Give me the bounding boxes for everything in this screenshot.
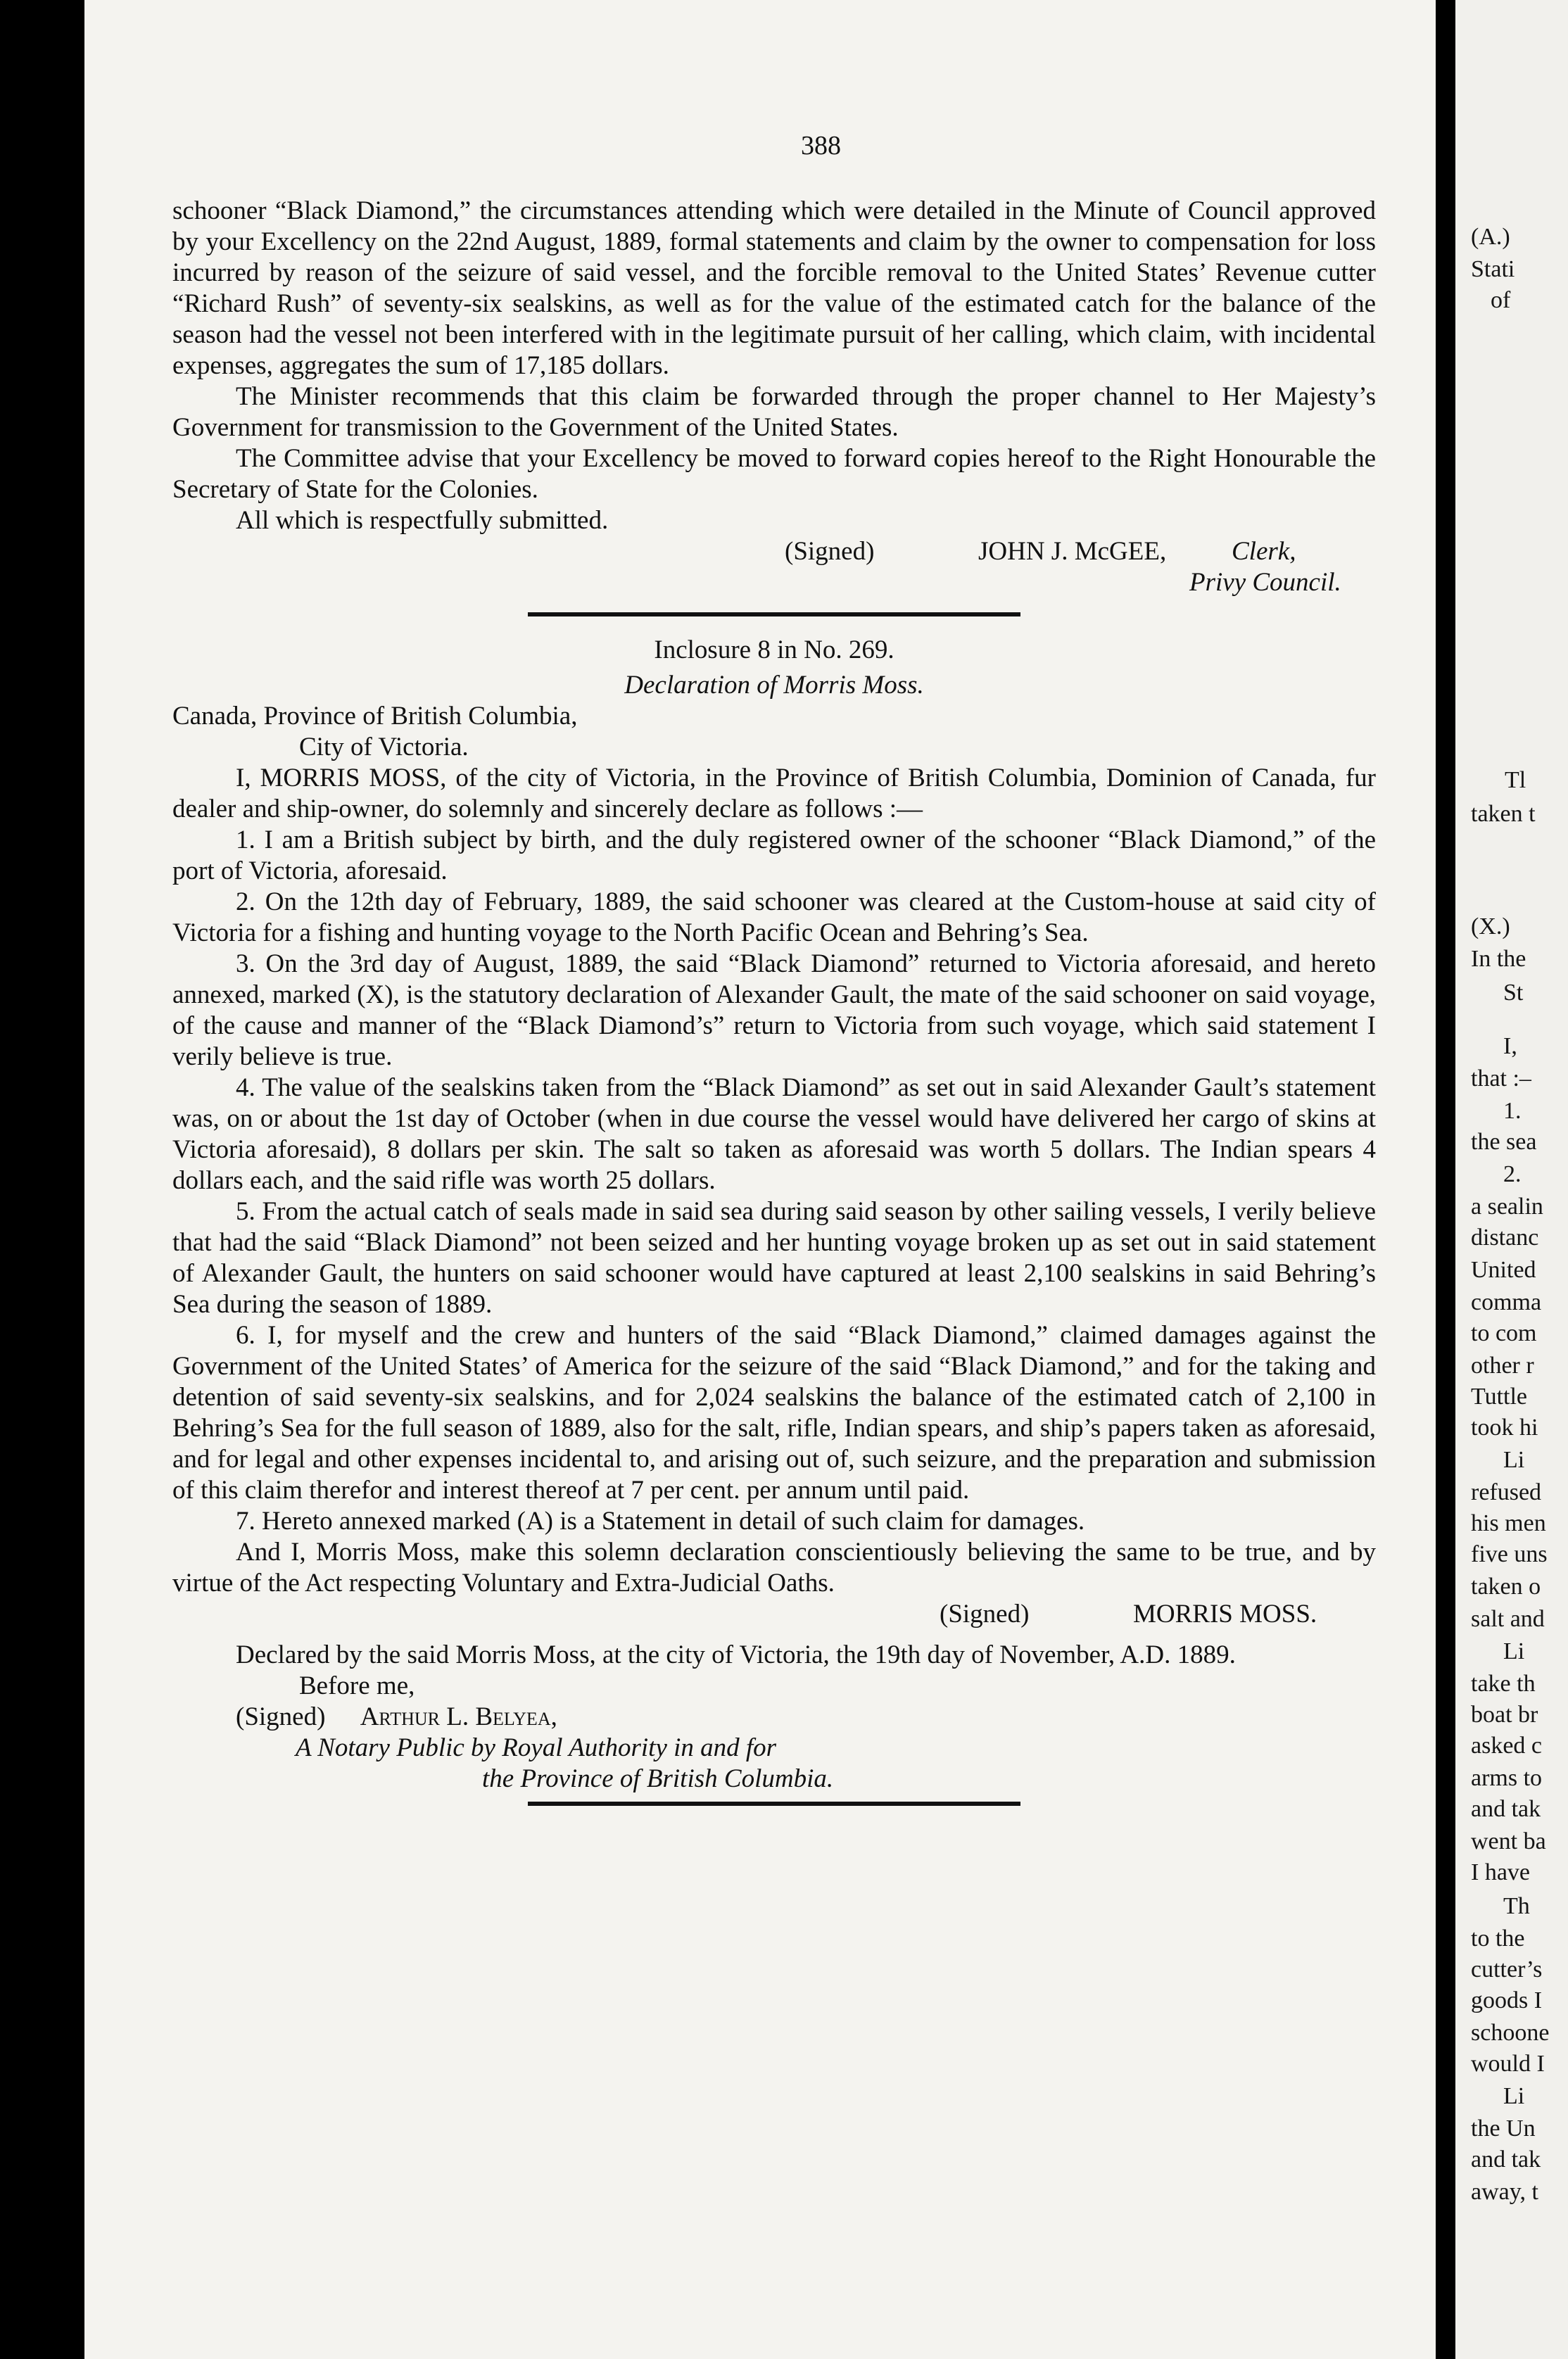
strip-text: Th: [1503, 1893, 1530, 1919]
signatory-office: Privy Council.: [1189, 568, 1341, 597]
strip-text: take th: [1471, 1671, 1536, 1697]
strip-text: to com: [1471, 1320, 1537, 1346]
strip-text: comma: [1471, 1289, 1542, 1315]
strip-text: I,: [1503, 1033, 1517, 1059]
moss-signature: [172, 1599, 1376, 1630]
strip-text: goods I: [1471, 1987, 1543, 2013]
signed-label: (Signed): [236, 1702, 326, 1731]
notary-signature: [172, 1702, 1376, 1733]
strip-text: 1.: [1503, 1098, 1522, 1124]
strip-text: 2.: [1503, 1161, 1522, 1187]
solemn-declaration-paragraph: And I, Morris Moss, make this solemn declaration conscientiously believing the same to be true, and by virtue of the Act respecting Voluntary and Extra-Judicial Oaths.: [172, 1538, 1376, 1598]
signatory-name: MORRIS MOSS.: [1133, 1600, 1317, 1628]
strip-text: that :–: [1471, 1065, 1531, 1092]
strip-text: United: [1471, 1257, 1536, 1283]
strip-text: went ba: [1471, 1828, 1546, 1854]
submitted-paragraph: All which is respectfully submitted.: [236, 506, 609, 535]
strip-text: In the: [1471, 946, 1526, 972]
strip-text: and tak: [1471, 1796, 1541, 1822]
strip-text: St: [1503, 980, 1524, 1006]
committee-paragraph: The Committee advise that your Excellency be moved to forward copies hereof to the Right Honourable the Secretary of State for the Colonies.: [172, 444, 1376, 504]
clerk-signature: [172, 536, 1376, 567]
strip-text: Tl: [1505, 767, 1526, 793]
strip-text: schoone: [1471, 2020, 1550, 2046]
before-me: Before me,: [299, 1671, 415, 1700]
section-divider: [528, 612, 1020, 616]
declaration-item: 5. From the actual catch of seals made in said sea during said season by other sailing vessels, I verily believe that had the said “Black Diamond” not been seized and her hunting voyage broken up as set out in said statement of Alexander Gault, the hunters on said schooner would have captured at least 2,100 sealskins in said Behring’s Sea during the season of 1889.: [172, 1197, 1376, 1319]
declaration-item: 3. On the 3rd day of August, 1889, the said “Black Diamond” returned to Victoria aforesaid, and hereto annexed, marked (X), is the statutory declaration of Alexander Gault, the mate of the said schooner on said voyage, of the cause and manner of the “Black Diamond’s” return to Victoria from such voyage, which said statement I verily believe is true.: [172, 949, 1376, 1071]
notary-line-2: the Province of British Columbia.: [482, 1764, 834, 1793]
declaration-paragraph: I, MORRIS MOSS, of the city of Victoria, in the Province of British Columbia, Dominion of Canada, fur dealer and ship-owner, do solemnly and sincerely declare as follows :—: [172, 764, 1376, 823]
strip-text: asked c: [1471, 1733, 1543, 1759]
signatory-title: Clerk,: [1232, 537, 1296, 566]
declaration-item: 1. I am a British subject by birth, and the duly registered owner of the schooner “Black Diamond,” of the port of Victoria, aforesaid.: [172, 826, 1376, 885]
strip-text: Tuttle: [1471, 1384, 1528, 1410]
strip-text: cutter’s: [1471, 1956, 1543, 1982]
signed-label: (Signed): [940, 1600, 1030, 1628]
strip-text: (A.): [1471, 224, 1510, 250]
place-line-2: City of Victoria.: [299, 733, 469, 761]
minister-paragraph: The Minister recommends that this claim be forwarded through the proper channel to Her Majesty’s Government for transmission to the Government of the United States.: [172, 382, 1376, 442]
strip-text: took hi: [1471, 1415, 1538, 1441]
strip-text: other r: [1471, 1353, 1534, 1379]
notary-name: Arthur L. Belyea,: [360, 1702, 557, 1731]
strip-text: arms to: [1471, 1765, 1543, 1791]
strip-text: salt and: [1471, 1606, 1545, 1632]
declaration-item: 7. Hereto annexed marked (A) is a Statement in detail of such claim for damages.: [236, 1507, 1085, 1536]
section-divider-bottom: [528, 1802, 1020, 1806]
place-line-1: Canada, Province of British Columbia,: [172, 702, 578, 731]
clerk-office: [172, 567, 1376, 598]
page-body: [172, 127, 1376, 1824]
strip-text: boat br: [1471, 1702, 1538, 1728]
declaration-item: 6. I, for myself and the crew and hunters of the said “Black Diamond,” claimed damages against the Government of the United States’ of America for the seizure of the said “Black Diamond,” and for the taking and detention of said seventy-six sealskins, and for 2,024 sealskins the balance of the estimated catch of 2,100 in Behring’s Sea for the full season of 1889, also for the salt, rifle, Indian spears, and ship’s papers taken as aforesaid, and for legal and other expenses incidental to, and arising out of, such seizure, and the preparation and submission of this claim therefor and interest thereof at 7 per cent. per annum until paid.: [172, 1321, 1376, 1505]
strip-text: refused: [1471, 1479, 1542, 1505]
strip-text: the sea: [1471, 1129, 1537, 1155]
adjacent-page-strip: [1455, 0, 1568, 2359]
strip-text: a sealin: [1471, 1194, 1543, 1220]
page-number: 388: [801, 131, 841, 160]
strip-text: of: [1491, 287, 1511, 313]
strip-text: away, t: [1471, 2179, 1538, 2205]
declaration-title: Declaration of Morris Moss.: [624, 671, 924, 700]
notary-line-1: A Notary Public by Royal Authority in and for: [296, 1733, 777, 1762]
strip-text: taken t: [1471, 801, 1536, 827]
strip-text: to the: [1471, 1925, 1525, 1952]
strip-text: five uns: [1471, 1541, 1548, 1567]
strip-text: (X.): [1471, 913, 1510, 940]
signed-label: (Signed): [785, 537, 875, 566]
strip-text: his men: [1471, 1510, 1546, 1536]
declaration-item: 4. The value of the sealskins taken from the “Black Diamond” as set out in said Alexander Gault’s statement was, on or about the 1st day of October (when in due course the vessel would have delivered her cargo of skins at Victoria aforesaid), 8 dollars per skin. The salt so taken as aforesaid was worth 5 dollars. The Indian spears 4 dollars each, and the said rifle was worth 25 dollars.: [172, 1073, 1376, 1195]
intro-paragraph: schooner “Black Diamond,” the circumstances attending which were detailed in the Minute of Council approved by your Excellency on the 22nd August, 1889, formal statements and claim by the owner to compensation for loss incurred by reason of the seizure of said vessel, and the forcible removal to the United States’ Revenue cutter “Richard Rush” of seventy-six sealskins, as well as for the value of the estimated catch for the balance of the season had the vessel not been interfered with in the legitimate pursuit of her calling, which claim, with incidental expenses, aggregates the sum of 17,185 dollars.: [172, 196, 1376, 380]
declared-paragraph: Declared by the said Morris Moss, at the city of Victoria, the 19th day of November, A.D. 1889.: [236, 1640, 1236, 1669]
signatory-name: JOHN J. McGEE,: [978, 537, 1167, 566]
strip-text: Li: [1503, 2083, 1525, 2109]
strip-text: Li: [1503, 1638, 1525, 1664]
strip-text: would I: [1471, 2051, 1545, 2077]
strip-text: the Un: [1471, 2115, 1536, 2142]
strip-text: and tak: [1471, 2146, 1541, 2173]
strip-text: Stati: [1471, 256, 1515, 282]
strip-text: Li: [1503, 1447, 1525, 1473]
strip-text: taken o: [1471, 1574, 1541, 1600]
declaration-item: 2. On the 12th day of February, 1889, the said schooner was cleared at the Custom-house at said city of Victoria for a fishing and hunting voyage to the North Pacific Ocean and Behring’s Sea.: [172, 887, 1376, 947]
inclosure-title: Inclosure 8 in No. 269.: [654, 635, 894, 664]
strip-text: distanc: [1471, 1225, 1539, 1251]
strip-text: I have: [1471, 1859, 1531, 1885]
